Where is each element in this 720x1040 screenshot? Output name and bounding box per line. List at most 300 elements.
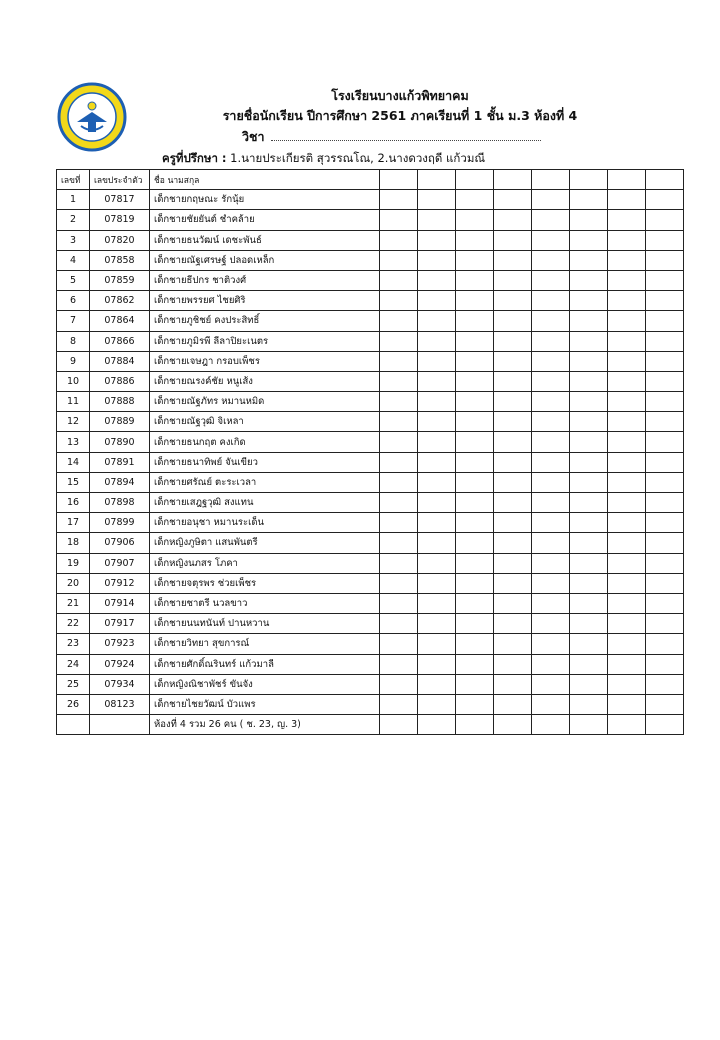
student-name: เด็กชายศักดิ์ณรินทร์ แก้วมาลี xyxy=(150,654,380,674)
blank-cell xyxy=(380,452,418,472)
blank-cell xyxy=(570,291,608,311)
blank-cell xyxy=(570,270,608,290)
blank-cell xyxy=(646,715,684,735)
blank-cell xyxy=(532,533,570,553)
blank-header-cell xyxy=(532,170,570,190)
blank-cell xyxy=(418,715,456,735)
blank-cell xyxy=(494,210,532,230)
blank-cell xyxy=(570,331,608,351)
blank-cell xyxy=(494,392,532,412)
blank-cell xyxy=(380,210,418,230)
blank-header-cell xyxy=(456,170,494,190)
blank-cell xyxy=(570,412,608,432)
student-no: 10 xyxy=(57,371,90,391)
blank-cell xyxy=(494,715,532,735)
school-name: โรงเรียนบางแก้วพิทยาคม xyxy=(331,88,469,103)
student-no: 26 xyxy=(57,694,90,714)
table-row xyxy=(57,654,684,674)
blank-cell xyxy=(646,593,684,613)
table-row xyxy=(57,230,684,250)
blank-cell xyxy=(608,311,646,331)
student-no: 20 xyxy=(57,573,90,593)
blank-cell xyxy=(532,270,570,290)
blank-cell xyxy=(608,331,646,351)
blank-cell xyxy=(380,654,418,674)
blank-cell xyxy=(418,614,456,634)
table-row xyxy=(57,674,684,694)
student-name: เด็กชายณัฐภัทร หมานหมิด xyxy=(150,392,380,412)
blank-cell xyxy=(380,432,418,452)
blank-cell xyxy=(570,472,608,492)
blank-cell xyxy=(456,493,494,513)
blank-cell xyxy=(494,493,532,513)
blank-cell xyxy=(570,715,608,735)
student-id: 07923 xyxy=(90,634,150,654)
table-row xyxy=(57,472,684,492)
student-id: 07934 xyxy=(90,674,150,694)
blank-cell xyxy=(532,694,570,714)
student-id: 07886 xyxy=(90,371,150,391)
blank-cell xyxy=(418,674,456,694)
student-name: เด็กชายชัยยันต์ ชำคล้าย xyxy=(150,210,380,230)
blank-cell xyxy=(418,351,456,371)
blank-cell xyxy=(456,654,494,674)
student-name: เด็กชายณรงค์ชัย หนูเส้ง xyxy=(150,371,380,391)
blank-cell xyxy=(494,553,532,573)
blank-cell xyxy=(456,331,494,351)
student-id: 07899 xyxy=(90,513,150,533)
blank-cell xyxy=(418,270,456,290)
blank-cell xyxy=(570,573,608,593)
blank-cell xyxy=(570,533,608,553)
blank-cell xyxy=(380,614,418,634)
blank-cell xyxy=(532,472,570,492)
student-id: 07820 xyxy=(90,230,150,250)
table-row xyxy=(57,694,684,714)
student-name: เด็กชายภูชิชย์ คงประสิทธิ์ xyxy=(150,311,380,331)
blank-cell xyxy=(418,593,456,613)
blank-cell xyxy=(646,634,684,654)
student-id: 07866 xyxy=(90,331,150,351)
blank-cell xyxy=(608,614,646,634)
summary-row xyxy=(57,715,684,735)
blank-cell xyxy=(608,593,646,613)
blank-cell xyxy=(608,371,646,391)
student-id: 07819 xyxy=(90,210,150,230)
student-no: 2 xyxy=(57,210,90,230)
student-name: เด็กชายกฤษณะ รักนุ้ย xyxy=(150,190,380,210)
blank-cell xyxy=(456,432,494,452)
blank-cell xyxy=(532,291,570,311)
student-id: 07907 xyxy=(90,553,150,573)
blank-cell xyxy=(646,694,684,714)
blank-cell xyxy=(608,634,646,654)
student-name: เด็กชายเสฎฐวุฒิ สงแทน xyxy=(150,493,380,513)
blank-cell xyxy=(494,311,532,331)
blank-cell xyxy=(570,432,608,452)
blank-cell xyxy=(532,392,570,412)
student-name: เด็กชายณัฐเศรษฐ์ ปลอดเหล็ก xyxy=(150,250,380,270)
blank-cell xyxy=(608,533,646,553)
blank-cell xyxy=(646,230,684,250)
blank-cell xyxy=(380,533,418,553)
blank-cell xyxy=(380,553,418,573)
blank-cell xyxy=(456,634,494,654)
blank-cell xyxy=(494,331,532,351)
col-header-name: ชื่อ นามสกุล xyxy=(150,170,380,190)
blank-cell xyxy=(532,250,570,270)
blank-cell xyxy=(380,311,418,331)
student-no: 19 xyxy=(57,553,90,573)
blank-cell xyxy=(532,634,570,654)
blank-cell xyxy=(646,331,684,351)
blank-cell xyxy=(532,593,570,613)
blank-cell xyxy=(494,533,532,553)
student-name: เด็กชายไชยวัฒน์ บัวแพร xyxy=(150,694,380,714)
student-no: 7 xyxy=(57,311,90,331)
blank-cell xyxy=(90,715,150,735)
table-row xyxy=(57,553,684,573)
student-no: 23 xyxy=(57,634,90,654)
blank-cell xyxy=(380,270,418,290)
blank-cell xyxy=(608,432,646,452)
blank-cell xyxy=(608,230,646,250)
student-no: 18 xyxy=(57,533,90,553)
table-row xyxy=(57,250,684,270)
blank-cell xyxy=(494,654,532,674)
blank-cell xyxy=(456,593,494,613)
blank-cell xyxy=(646,513,684,533)
student-no: 4 xyxy=(57,250,90,270)
student-name: เด็กหญิงภูษิตา แสนพันตรี xyxy=(150,533,380,553)
student-no: 16 xyxy=(57,493,90,513)
blank-cell xyxy=(646,533,684,553)
blank-cell xyxy=(494,250,532,270)
blank-cell xyxy=(570,634,608,654)
table-row xyxy=(57,593,684,613)
blank-cell xyxy=(494,230,532,250)
blank-cell xyxy=(380,371,418,391)
blank-cell xyxy=(494,371,532,391)
blank-cell xyxy=(608,715,646,735)
blank-cell xyxy=(646,573,684,593)
blank-cell xyxy=(418,553,456,573)
blank-cell xyxy=(608,694,646,714)
blank-cell xyxy=(380,493,418,513)
blank-cell xyxy=(380,291,418,311)
blank-cell xyxy=(418,230,456,250)
student-name: เด็กชายพรรยศ ไชยศิริ xyxy=(150,291,380,311)
table-row xyxy=(57,371,684,391)
blank-cell xyxy=(532,190,570,210)
blank-cell xyxy=(608,351,646,371)
blank-cell xyxy=(380,694,418,714)
table-row xyxy=(57,614,684,634)
blank-cell xyxy=(570,230,608,250)
blank-cell xyxy=(570,614,608,634)
blank-cell xyxy=(456,210,494,230)
student-id: 07917 xyxy=(90,614,150,634)
blank-header-cell xyxy=(608,170,646,190)
blank-cell xyxy=(494,452,532,472)
student-id: 07889 xyxy=(90,412,150,432)
student-id: 07864 xyxy=(90,311,150,331)
blank-cell xyxy=(456,270,494,290)
student-no: 24 xyxy=(57,654,90,674)
blank-cell xyxy=(380,715,418,735)
table-row xyxy=(57,412,684,432)
blank-cell xyxy=(418,533,456,553)
blank-cell xyxy=(646,452,684,472)
blank-cell xyxy=(608,674,646,694)
table-row xyxy=(57,270,684,290)
blank-cell xyxy=(570,654,608,674)
col-header-id: เลขประจำตัว xyxy=(90,170,150,190)
student-roster-table xyxy=(56,169,684,735)
blank-cell xyxy=(456,412,494,432)
blank-cell xyxy=(532,210,570,230)
blank-cell xyxy=(608,553,646,573)
blank-cell xyxy=(570,351,608,371)
blank-cell xyxy=(380,230,418,250)
blank-cell xyxy=(418,493,456,513)
blank-cell xyxy=(418,654,456,674)
blank-cell xyxy=(456,371,494,391)
blank-cell xyxy=(608,250,646,270)
blank-cell xyxy=(570,311,608,331)
table-row xyxy=(57,432,684,452)
blank-cell xyxy=(418,250,456,270)
student-name: เด็กชายณัฐวุฒิ จิเหลา xyxy=(150,412,380,432)
table-row xyxy=(57,392,684,412)
blank-cell xyxy=(456,311,494,331)
table-row xyxy=(57,533,684,553)
student-no: 13 xyxy=(57,432,90,452)
blank-cell xyxy=(532,452,570,472)
student-name: เด็กชายภูมิรพี ลีลาปิยะเนตร xyxy=(150,331,380,351)
table-row xyxy=(57,291,684,311)
student-name: เด็กชายนนทนันท์ ปานหวาน xyxy=(150,614,380,634)
blank-cell xyxy=(380,593,418,613)
blank-header-cell xyxy=(380,170,418,190)
student-no: 5 xyxy=(57,270,90,290)
student-no: 1 xyxy=(57,190,90,210)
student-no: 12 xyxy=(57,412,90,432)
blank-cell xyxy=(456,533,494,553)
blank-cell xyxy=(532,230,570,250)
table-row xyxy=(57,311,684,331)
blank-cell xyxy=(570,674,608,694)
blank-cell xyxy=(608,270,646,290)
blank-cell xyxy=(608,654,646,674)
student-name: เด็กชายธนาทิพย์ จันเขียว xyxy=(150,452,380,472)
blank-cell xyxy=(456,351,494,371)
blank-cell xyxy=(532,371,570,391)
table-row xyxy=(57,331,684,351)
table-row xyxy=(57,452,684,472)
header-row xyxy=(57,170,684,190)
blank-cell xyxy=(380,412,418,432)
blank-cell xyxy=(380,190,418,210)
blank-cell xyxy=(456,230,494,250)
blank-cell xyxy=(646,412,684,432)
student-name: เด็กหญิงนภสร โภคา xyxy=(150,553,380,573)
student-no: 8 xyxy=(57,331,90,351)
blank-cell xyxy=(646,654,684,674)
blank-cell xyxy=(570,190,608,210)
blank-cell xyxy=(646,614,684,634)
col-header-no: เลขที่ xyxy=(57,170,90,190)
blank-cell xyxy=(494,674,532,694)
blank-cell xyxy=(418,694,456,714)
student-no: 11 xyxy=(57,392,90,412)
blank-cell xyxy=(646,493,684,513)
blank-cell xyxy=(494,472,532,492)
blank-cell xyxy=(608,573,646,593)
blank-cell xyxy=(608,190,646,210)
student-id: 07888 xyxy=(90,392,150,412)
student-id: 08123 xyxy=(90,694,150,714)
blank-cell xyxy=(570,392,608,412)
blank-cell xyxy=(494,593,532,613)
blank-cell xyxy=(418,573,456,593)
blank-cell xyxy=(646,553,684,573)
class-summary: ห้องที่ 4 รวม 26 คน ( ช. 23, ญ. 3) xyxy=(150,715,380,735)
blank-cell xyxy=(494,634,532,654)
student-name: เด็กชายธีปกร ชาติวงศ์ xyxy=(150,270,380,290)
student-id: 07817 xyxy=(90,190,150,210)
blank-cell xyxy=(456,674,494,694)
table-row xyxy=(57,634,684,654)
blank-cell xyxy=(646,371,684,391)
blank-cell xyxy=(380,331,418,351)
blank-cell xyxy=(380,472,418,492)
blank-cell xyxy=(646,674,684,694)
student-id: 07884 xyxy=(90,351,150,371)
student-name: เด็กชายวิทยา สุขการณ์ xyxy=(150,634,380,654)
blank-cell xyxy=(532,432,570,452)
blank-cell xyxy=(418,210,456,230)
student-id: 07906 xyxy=(90,533,150,553)
blank-cell xyxy=(570,593,608,613)
blank-cell xyxy=(380,634,418,654)
blank-cell xyxy=(570,452,608,472)
blank-cell xyxy=(532,351,570,371)
blank-cell xyxy=(646,210,684,230)
student-name: เด็กชายจตุรพร ช่วยเพ็ชร xyxy=(150,573,380,593)
student-no: 21 xyxy=(57,593,90,613)
blank-cell xyxy=(456,694,494,714)
advisor-line xyxy=(162,150,485,168)
student-no: 14 xyxy=(57,452,90,472)
blank-cell xyxy=(494,190,532,210)
blank-header-cell xyxy=(570,170,608,190)
student-no: 6 xyxy=(57,291,90,311)
blank-cell xyxy=(532,553,570,573)
blank-cell xyxy=(532,715,570,735)
student-name: เด็กชายศรัณย์ ตะระเวลา xyxy=(150,472,380,492)
blank-cell xyxy=(418,371,456,391)
student-id: 07914 xyxy=(90,593,150,613)
blank-cell xyxy=(608,412,646,432)
blank-cell xyxy=(570,210,608,230)
blank-cell xyxy=(418,412,456,432)
student-no: 3 xyxy=(57,230,90,250)
blank-cell xyxy=(646,190,684,210)
blank-cell xyxy=(380,573,418,593)
blank-cell xyxy=(494,291,532,311)
blank-cell xyxy=(456,392,494,412)
blank-cell xyxy=(608,392,646,412)
student-no: 22 xyxy=(57,614,90,634)
blank-cell xyxy=(608,210,646,230)
blank-cell xyxy=(380,674,418,694)
student-name: เด็กชายธนวัฒน์ เดชะพันธ์ xyxy=(150,230,380,250)
advisor-names: 1.นายประเกียรติ สุวรรณโณ, 2.นางดวงฤดี แก้วมณี xyxy=(226,151,486,165)
subject-line xyxy=(242,127,541,147)
blank-cell xyxy=(570,694,608,714)
blank-cell xyxy=(456,513,494,533)
blank-cell xyxy=(646,392,684,412)
roster-body xyxy=(57,190,684,735)
table-row xyxy=(57,573,684,593)
blank-cell xyxy=(608,513,646,533)
blank-cell xyxy=(532,614,570,634)
table-row xyxy=(57,513,684,533)
blank-header-cell xyxy=(494,170,532,190)
blank-cell xyxy=(456,452,494,472)
blank-cell xyxy=(608,452,646,472)
student-id: 07924 xyxy=(90,654,150,674)
blank-cell xyxy=(646,311,684,331)
blank-cell xyxy=(570,250,608,270)
blank-cell xyxy=(570,513,608,533)
blank-cell xyxy=(570,553,608,573)
student-id: 07859 xyxy=(90,270,150,290)
blank-cell xyxy=(532,573,570,593)
blank-cell xyxy=(418,291,456,311)
blank-cell xyxy=(570,371,608,391)
blank-cell xyxy=(418,311,456,331)
blank-cell xyxy=(532,412,570,432)
blank-cell xyxy=(456,715,494,735)
blank-cell xyxy=(456,250,494,270)
blank-cell xyxy=(380,351,418,371)
table-row xyxy=(57,210,684,230)
student-id: 07912 xyxy=(90,573,150,593)
blank-cell xyxy=(570,493,608,513)
advisor-label: ครูที่ปรึกษา : xyxy=(162,151,227,165)
student-id: 07898 xyxy=(90,493,150,513)
blank-cell xyxy=(532,493,570,513)
blank-cell xyxy=(646,291,684,311)
student-id: 07890 xyxy=(90,432,150,452)
blank-cell xyxy=(380,250,418,270)
student-no: 25 xyxy=(57,674,90,694)
blank-cell xyxy=(494,694,532,714)
student-name: เด็กชายธนกฤต คงเกิด xyxy=(150,432,380,452)
blank-cell xyxy=(456,472,494,492)
student-no: 17 xyxy=(57,513,90,533)
blank-cell xyxy=(418,432,456,452)
table-row xyxy=(57,493,684,513)
blank-cell xyxy=(418,513,456,533)
blank-cell xyxy=(494,573,532,593)
student-name: เด็กชายเจษฎา กรอบเพ็ชร xyxy=(150,351,380,371)
table-row xyxy=(57,190,684,210)
blank-cell xyxy=(646,432,684,452)
blank-cell xyxy=(494,351,532,371)
